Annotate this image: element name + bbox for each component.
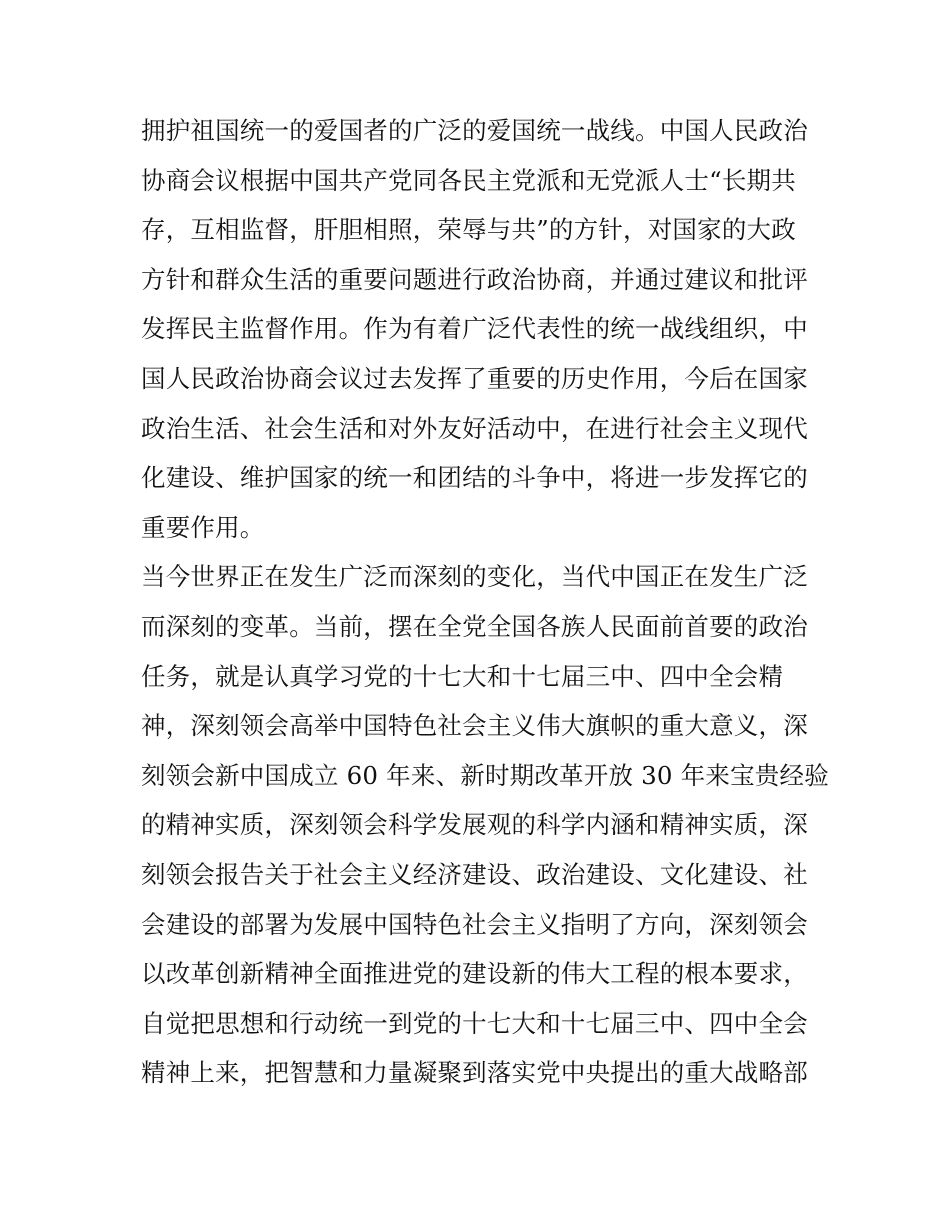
text-line: 任务，就是认真学习党的十七大和十七届三中、四中全会精 (141, 661, 784, 691)
text-line: 国人民政治协商会议过去发挥了重要的历史作用，今后在国家 (141, 363, 808, 393)
paragraph-1 (141, 106, 831, 552)
paragraph-2 (141, 552, 831, 1098)
text-line: 以改革创新精神全面推进党的建设新的伟大工程的根本要求， (141, 959, 808, 989)
text-line: 自觉把思想和行动统一到党的十七大和十七届三中、四中全会 (141, 1008, 808, 1038)
text-line: 化建设、维护国家的统一和团结的斗争中，将进一步发挥它的 (141, 463, 808, 493)
text-line: 方针和群众生活的重要问题进行政治协商，并通过建议和批评 (141, 264, 808, 294)
text-line: 刻领会报告关于社会主义经济建设、政治建设、文化建设、社 (141, 859, 808, 889)
text-line: 当今世界正在发生广泛而深刻的变化，当代中国正在发生广泛 (141, 562, 808, 592)
text-line: 存，互相监督，肝胆相照，荣辱与共”的方针，对国家的大政 (141, 215, 796, 245)
text-line: 发挥民主监督作用。作为有着广泛代表性的统一战线组织，中 (141, 314, 808, 344)
text-line: 协商会议根据中国共产党同各民主党派和无党派人士“长期共 (141, 165, 796, 195)
text-line: 精神上来，把智慧和力量凝聚到落实党中央提出的重大战略部 (141, 1058, 808, 1088)
text-line: 拥护祖国统一的爱国者的广泛的爱国统一战线。中国人民政治 (141, 116, 808, 145)
text-line: 政治生活、社会生活和对外友好活动中，在进行社会主义现代 (141, 413, 808, 443)
text-line: 的精神实质，深刻领会科学发展观的科学内涵和精神实质，深 (141, 810, 808, 840)
text-line: 会建设的部署为发展中国特色社会主义指明了方向，深刻领会 (141, 909, 808, 939)
text-line: 神，深刻领会高举中国特色社会主义伟大旗帜的重大意义，深 (141, 711, 808, 741)
text-line: 而深刻的变革。当前，摆在全党全国各族人民面前首要的政治 (141, 611, 808, 641)
text-line: 重要作用。 (141, 512, 265, 542)
text-line: 刻领会新中国成立 60 年来、新时期改革开放 30 年来宝贵经验 (141, 760, 829, 790)
document-body (141, 106, 831, 1098)
